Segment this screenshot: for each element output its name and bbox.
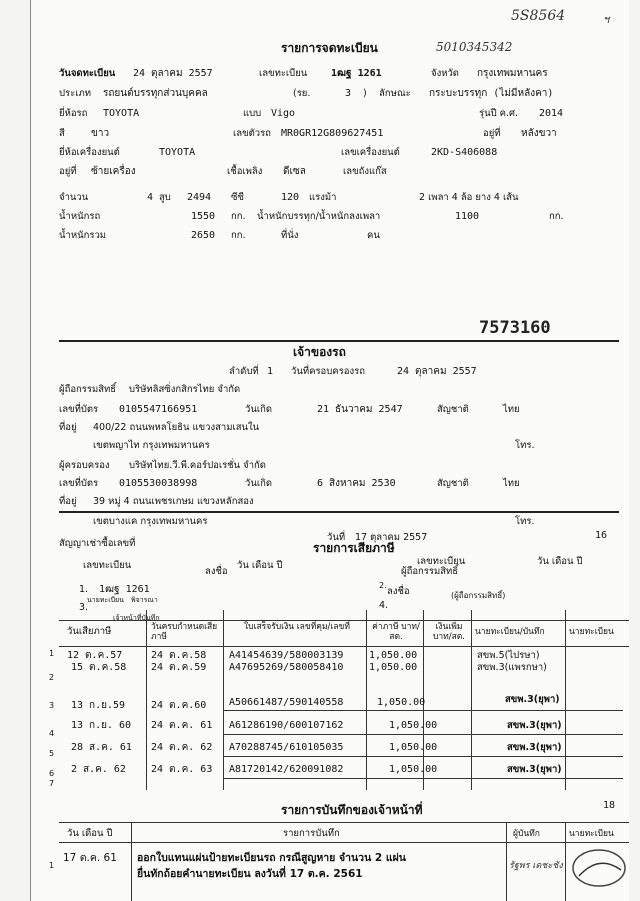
reg-date-label: วันจดทะเบียน (59, 68, 116, 79)
kg-unit-3: กก. (231, 230, 246, 241)
tax-row-pay: 13 ก.ย.59 (71, 700, 126, 711)
tax-col-2 (223, 610, 224, 790)
divider-possessor (59, 511, 619, 513)
tax-row-pay: 15 ต.ค.58 (71, 662, 127, 673)
tax-col-6 (565, 610, 566, 790)
lease-date-label: วันที่ (327, 532, 346, 543)
tax-row-office: สขพ.3(ยุพา) (505, 694, 560, 705)
notes-date: 17 ต.ค. 61 (63, 852, 117, 864)
tax-row-receipt: A70288745/610105035 (229, 742, 344, 753)
vehicle-weight: 1550 (191, 211, 216, 222)
tax-row-pay: 28 ส.ค. 61 (71, 742, 132, 753)
tax-row-due: 24 ต.ค. 63 (151, 764, 213, 775)
tax-row-receipt: A41454639/580003139 (229, 650, 344, 661)
notes-col-2 (506, 822, 507, 901)
address3-label: ที่อยู่ (59, 496, 77, 507)
transfer-official: นายทะเบียน (87, 596, 124, 604)
tax-row-office: สขพ.3(แพรกษา) (477, 662, 547, 673)
total-weight: 2650 (191, 230, 216, 241)
possess-date-label: วันที่ครอบครองรถ (291, 366, 365, 377)
tax-row-amount: 1,050.00 (369, 662, 418, 673)
tax-table-header-bottom (59, 646, 629, 647)
row-mark: 4 (49, 729, 55, 738)
load-label: น้ำหนักบรรทุก/น้ำหนักลงเพลา (257, 211, 381, 222)
tax-header-pay-date: วันเสียภาษี (67, 626, 112, 637)
notes-line-1: ออกใบแทนแผ่นป้ายทะเบียนรถ กรณีสูญหาย จำนวน 2 แผ่น (137, 852, 406, 864)
notes-header-date: วัน เดือน ปี (67, 828, 113, 839)
notes-header-entry: รายการบันทึก (283, 828, 340, 839)
tax-row-line-3 (223, 710, 623, 711)
kg-unit-2: กก. (549, 211, 564, 222)
tax-row-receipt: A47695269/580058410 (229, 662, 344, 673)
year-label: รุ่นปี ค.ศ. (479, 108, 519, 119)
tax-row-office: สขพ.3(ยุพา) (507, 720, 562, 731)
corner-suffix: ฯ (603, 13, 610, 26)
page-number-18: 18 (603, 800, 616, 811)
notes-col-3 (565, 822, 566, 901)
transfer-plate: 1ฒฐ 1261 (99, 584, 150, 595)
holder-address-2: เขตพญาไท กรุงเทพมหานคร (93, 440, 210, 451)
engine-brand: TOYOTA (159, 147, 196, 158)
nation2-label: สัญชาติ (437, 478, 469, 489)
engine-location: ซ้ายเครื่อง (91, 166, 136, 177)
rai-value: 3 (345, 88, 352, 99)
tax-header-surcharge: เงินเพิ่ม บาท/สต. (432, 622, 466, 642)
model-label: แบบ (243, 108, 262, 119)
corner-number: 5S8564 (511, 8, 566, 24)
tax-table-top (59, 620, 629, 621)
tax-row-pay: 2 ส.ค. 62 (71, 764, 126, 775)
possessor-address-1: 39 หมู่ 4 ถนนเพชรเกษม แขวงหลักสอง (93, 496, 254, 507)
tax-header-due-date: วันครบกำหนดเสียภาษี (151, 622, 218, 642)
chassis-label: เลขตัวรถ (233, 128, 271, 139)
notes-header-bottom (59, 842, 629, 843)
notes-recorder: รัฐพร เดชะชัง (509, 861, 563, 871)
tax-row-line-4 (223, 734, 623, 735)
tax-row-amount: 1,050.00 (369, 650, 418, 661)
engine-cc: 2494 (187, 192, 212, 203)
chassis-location-label: อยู่ที่ (483, 128, 501, 139)
owner-title: เจ้าของรถ (293, 345, 346, 359)
notes-row-mark: 1 (49, 861, 55, 870)
notes-line-2: ยื่นทักถ้อยคำนายทะเบียน ลงวันที่ 17 ต.ค. 2561 (137, 868, 363, 880)
engine-location-label: อยู่ที่ (59, 166, 77, 177)
plate-number: 1ฒฐ 1261 (331, 68, 382, 79)
gas-tank-label: เลขถังแก๊ส (343, 166, 387, 177)
plate-label: เลขทะเบียน (259, 68, 308, 79)
tax-regno-label: เลขทะเบียน (83, 560, 132, 571)
tax-col-3 (366, 610, 367, 790)
style-label: ลักษณะ (379, 88, 411, 99)
holder-label: ผู้ถือกรรมสิทธิ์ (59, 384, 117, 395)
tax-row-amount: 1,050.00 (389, 742, 438, 753)
birth-label: วันเกิด (245, 404, 272, 415)
fuel: ดีเซล (283, 166, 306, 177)
tax-row-line-5 (223, 756, 623, 757)
tax-row-office: สขพ.5(ไปรษา) (477, 650, 540, 661)
possessor-name: บริษัทไทย.วี.พี.คอร์ปอเรชั่น จำกัด (129, 460, 266, 471)
transfer-no-4: 4. (379, 600, 389, 611)
reg-date: 24 ตุลาคม 2557 (133, 68, 213, 79)
vehicle-style: กระบะบรรทุก (ไม่มีหลังคา) (429, 88, 554, 99)
holder-birth: 21 ธันวาคม 2547 (317, 404, 403, 415)
transfer-no-3: 3. (79, 602, 89, 613)
model: Vigo (271, 108, 296, 119)
row-mark: 6 (49, 769, 55, 778)
row-mark: 3 (49, 701, 55, 710)
tax-row-pay: 13 ก.ย. 60 (71, 720, 132, 731)
tax-row-due: 24 ต.ค.59 (151, 662, 207, 673)
kg-unit-1: กก. (231, 211, 246, 222)
page-number-16: 16 (595, 530, 608, 541)
province: กรุงเทพมหานคร (477, 68, 548, 79)
transfer-no-1: 1. (79, 584, 89, 595)
tel-label: โทร. (515, 440, 535, 451)
horsepower: 120 (281, 192, 300, 203)
holder-address-1: 400/22 ถนนพหลโยธิน แขวงสามเสนใน (93, 422, 260, 433)
vehicle-type: รถยนต์บรรทุกส่วนบุคคล (103, 88, 208, 99)
notes-col-1 (131, 822, 132, 901)
seat-unit: คน (367, 230, 380, 241)
tax-row-office: สขพ.3(ยุพา) (507, 764, 562, 775)
tax-row-due: 24 ต.ค.58 (151, 650, 207, 661)
id2-label: เลขที่บัตร (59, 478, 99, 489)
tax-row-office: สขพ.3(ยุพา) (507, 742, 562, 753)
possessor-birth: 6 สิงหาคม 2530 (317, 478, 396, 489)
possessor-label: ผู้ครอบครอง (59, 460, 110, 471)
type-label: ประเภท (59, 88, 92, 99)
tax-row-due: 24 ต.ค. 62 (151, 742, 213, 753)
address-label: ที่อยู่ (59, 422, 77, 433)
official-stamp-icon (571, 846, 627, 890)
notes-title: รายการบันทึกของเจ้าหน้าที่ (281, 803, 423, 817)
brand-label: ยี่ห้อรถ (59, 108, 88, 119)
weight-label: น้ำหนักรถ (59, 211, 101, 222)
engine-number-label: เลขเครื่องยนต์ (341, 147, 400, 158)
tax-header-amount: ค่าภาษี บาท/สต. (372, 622, 420, 642)
tax-dmy-1: วัน เดือน ปี (237, 560, 283, 571)
engine-number: 2KD-S406088 (431, 147, 498, 158)
holder-name: บริษัทลิสซิ่งกสิกรไทย จำกัด (129, 384, 241, 395)
transfer-official-name: พิจารณา (131, 596, 158, 604)
order-label: ลำดับที่ (229, 366, 259, 377)
color-label: สี (59, 128, 65, 139)
lease-date: 17 ตุลาคม 2557 (355, 532, 428, 543)
row-mark: 7 (49, 779, 55, 788)
registration-code: 5010345342 (436, 40, 513, 54)
axle-text: 2 เพลา 4 ล้อ ยาง 4 เส้น (419, 192, 519, 203)
load-weight: 1100 (455, 211, 480, 222)
tax-row-amount: 1,050.00 (377, 697, 426, 708)
tax-row-line-6 (223, 778, 623, 779)
serial-stamp: 7573160 (479, 318, 551, 338)
notes-header-registrar: นายทะเบียน (569, 829, 614, 839)
tax-col-1 (146, 610, 147, 790)
cc-unit: ซีซี (231, 192, 244, 203)
cylinder-label: จำนวน (59, 192, 89, 203)
birth2-label: วันเกิด (245, 478, 272, 489)
model-year: 2014 (539, 108, 564, 119)
transfer-note-3: เจ้าหน้าที่บันทึก (113, 614, 160, 622)
tel2-label: โทร. (515, 516, 535, 527)
rai-label: (รย. (293, 88, 311, 99)
possessor-nation: ไทย (503, 478, 520, 489)
row-mark: 5 (49, 749, 55, 758)
tax-row-amount: 1,050.00 (389, 720, 438, 731)
id-label: เลขที่บัตร (59, 404, 99, 415)
province-label: จังหวัด (431, 68, 459, 79)
possess-date: 24 ตุลาคม 2557 (397, 366, 477, 377)
tax-row-due: 24 ต.ค. 61 (151, 720, 213, 731)
rai-close: ) (363, 88, 367, 99)
notes-header-recorder: ผู้บันทึก (513, 829, 540, 839)
tax-dmy-2: วัน เดือน ปี (537, 556, 583, 567)
divider-owner (59, 340, 619, 342)
transfer-note-4: (ผู้ถือกรรมสิทธิ์) (451, 591, 506, 600)
brand: TOYOTA (103, 108, 140, 119)
tax-row-receipt: A50661487/590140558 (229, 697, 344, 708)
chassis-location: หลังขวา (521, 128, 557, 139)
fuel-label: เชื้อเพลิง (227, 166, 263, 177)
cylinder-unit: สูบ (159, 192, 171, 203)
holder-nation: ไทย (503, 404, 520, 415)
engine-brand-label: ยี่ห้อเครื่องยนต์ (59, 147, 120, 158)
tax-regno-label-2: เลขทะเบียน (417, 556, 466, 567)
tax-row-due: 24 ต.ค.60 (151, 700, 207, 711)
transfer-sign-2: ลงชื่อ (387, 586, 410, 597)
tax-row-pay: 12 ต.ค.57 (67, 650, 123, 661)
notes-table-top (59, 822, 629, 823)
transfer-no-2: 2. (379, 581, 387, 590)
seat-label: ที่นั่ง (281, 230, 299, 241)
row-mark: 2 (49, 673, 55, 682)
tax-row-receipt: A81720142/620091082 (229, 764, 344, 775)
tax-holder-label: ผู้ถือกรรมสิทธิ์ (401, 566, 459, 577)
holder-id: 0105547166951 (119, 404, 198, 415)
registration-sheet (30, 0, 629, 901)
color: ขาว (91, 128, 110, 139)
possessor-address-2: เขตบางแค กรุงเทพมหานคร (93, 516, 208, 527)
owner-order: 1 (267, 366, 274, 377)
tax-row-receipt: A61286190/600107162 (229, 720, 344, 731)
tax-col-5 (471, 610, 472, 790)
total-weight-label: น้ำหนักรวม (59, 230, 107, 241)
tax-header-receipt: ใบเสร็จรับเงิน เลขที่คุม/เลขที่ (244, 622, 350, 632)
tax-sign-label: ลงชื่อ (205, 566, 228, 577)
row-mark: 1 (49, 649, 55, 658)
tax-title: รายการเสียภาษี (313, 541, 395, 555)
nation-label: สัญชาติ (437, 404, 469, 415)
tax-row-amount: 1,050.00 (389, 764, 438, 775)
hp-unit: แรงม้า (309, 192, 337, 203)
chassis-number: MR0GR12G809627451 (281, 128, 384, 139)
possessor-id: 0105530038998 (119, 478, 198, 489)
cylinders: 4 (147, 192, 154, 203)
registration-title: รายการจดทะเบียน (281, 41, 378, 55)
tax-header-registrar: นายทะเบียน (569, 627, 614, 637)
lease-label: สัญญาเช่าซื้อเลขที่ (59, 538, 136, 549)
tax-header-office: นายทะเบียน/บันทึก (475, 627, 545, 637)
